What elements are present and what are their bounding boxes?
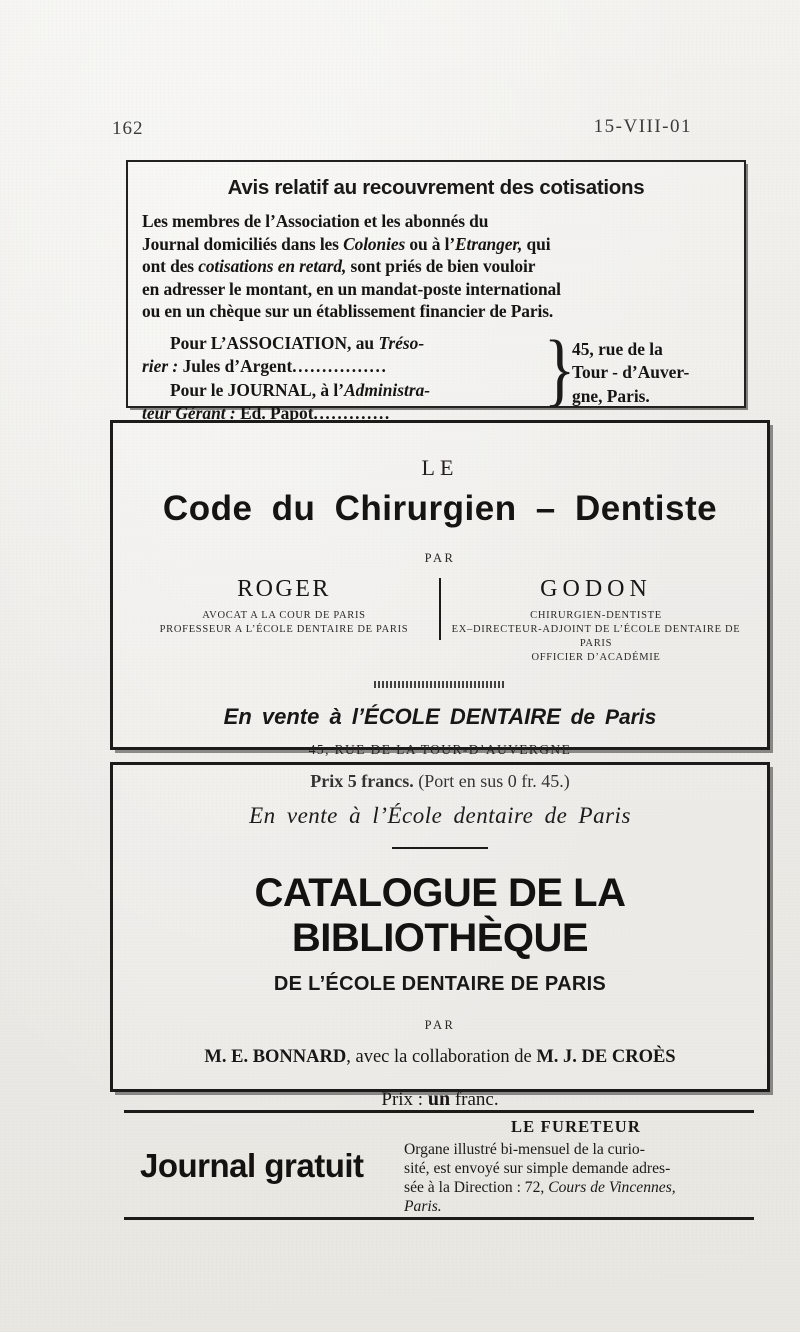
code-price-rest: (Port en sus 0 fr. 45.) bbox=[413, 771, 570, 791]
catalogue-advertisement bbox=[110, 762, 770, 1110]
avis-l2b: ou à l’ bbox=[405, 233, 456, 254]
page-folio-number: 162 bbox=[112, 118, 144, 139]
fureteur-body-l3-italic: Cours de Vincennes, bbox=[548, 1178, 676, 1196]
avis-l5: ou en un chèque sur un établissement financier de Paris. bbox=[142, 301, 554, 321]
code-book-title: Code du Chirurgien – Dentiste bbox=[162, 489, 718, 528]
pour-association-tresorier: Tréso- bbox=[378, 332, 425, 353]
ornament-divider-icon bbox=[374, 681, 506, 688]
code-author-left-sub-l2: PROFESSEUR A L’ÉCOLE DENTAIRE DE PARIS bbox=[159, 624, 409, 635]
code-author-right-sub-l1: CHIRURGIEN-DENTISTE bbox=[530, 610, 662, 621]
catalogue-script-line: En vente à l’École dentaire de Paris bbox=[249, 803, 631, 828]
fureteur-body-l3a: sée à la Direction : 72, bbox=[404, 1178, 549, 1196]
code-author-right-sub bbox=[445, 609, 747, 665]
code-book-advertisement bbox=[110, 420, 770, 791]
avis-l2-colonies: Colonies bbox=[343, 233, 406, 254]
fureteur-body-l1: Organe illustré bi-mensuel de la curio- bbox=[404, 1140, 645, 1158]
pour-association-label: Pour L’ASSOCIATION, au bbox=[170, 332, 379, 353]
issue-date: 15-VIII-01 bbox=[593, 116, 692, 137]
catalogue-price-b: un bbox=[427, 1088, 451, 1110]
fureteur-title: LE FURETEUR bbox=[510, 1116, 642, 1136]
catalogue-subtitle: DE L’ÉCOLE DENTAIRE DE PARIS bbox=[273, 973, 607, 995]
catalogue-title: CATALOGUE DE LA BIBLIOTHÈQUE bbox=[254, 871, 626, 960]
curly-brace-icon: } bbox=[543, 322, 576, 414]
catalogue-author-b: , avec la collaboration de bbox=[346, 1047, 537, 1067]
avis-payment-block bbox=[142, 322, 730, 424]
code-author-left-name: ROGER bbox=[237, 576, 331, 602]
code-address-line: 45, RUE DE LA TOUR-D’AUVERGNE bbox=[308, 742, 572, 757]
code-en-vente-c: de Paris bbox=[560, 706, 657, 729]
code-en-vente-b: l’ÉCOLE DENTAIRE bbox=[351, 704, 561, 729]
code-author-right-sub-l3: OFFICIER D’ACADÉMIE bbox=[531, 652, 661, 663]
code-par-label: PAR bbox=[424, 551, 456, 565]
avis-address-l1: 45, rue de la bbox=[572, 338, 663, 359]
avis-title: Avis relatif au recouvrement des cotisations bbox=[227, 176, 645, 199]
fureteur-body-l2: sité, est envoyé sur simple demande adres- bbox=[404, 1159, 671, 1177]
pour-journal-administra: Administra- bbox=[344, 379, 431, 400]
avis-l1a: Les membres de l’ bbox=[142, 211, 276, 231]
code-author-right bbox=[441, 576, 751, 665]
fureteur-body bbox=[404, 1140, 748, 1216]
fureteur-advertisement bbox=[124, 1110, 754, 1220]
catalogue-author-c: M. J. DE CROÈS bbox=[536, 1047, 676, 1067]
avis-l2c: qui bbox=[522, 233, 551, 254]
avis-l2-etranger: Etranger, bbox=[455, 233, 523, 254]
avis-payment-lines bbox=[142, 332, 542, 426]
avis-address-l2: Tour - d’Auver- bbox=[572, 362, 690, 382]
pour-journal-gerant: teur Gérant : bbox=[142, 403, 236, 423]
avis-notice-box bbox=[126, 160, 746, 423]
catalogue-short-rule bbox=[392, 847, 488, 849]
pour-journal-name: Ed. Papot bbox=[235, 403, 314, 423]
pour-association-dots: ................ bbox=[292, 356, 388, 376]
catalogue-price bbox=[129, 1088, 751, 1111]
avis-l1c: ociation et les abonnés du bbox=[301, 211, 489, 231]
avis-address-l3: gne, Paris. bbox=[572, 385, 650, 406]
code-en-vente-a: En vente à bbox=[223, 704, 352, 729]
avis-l3a: ont des bbox=[142, 256, 199, 276]
pour-journal-label: Pour le JOURNAL, à l’ bbox=[170, 379, 345, 400]
pour-journal-dots: ............. bbox=[313, 403, 391, 423]
code-author-left bbox=[129, 576, 439, 637]
code-le-word: LE bbox=[421, 455, 459, 480]
code-author-right-name: GODON bbox=[540, 576, 652, 602]
catalogue-price-a: Prix : bbox=[381, 1089, 428, 1110]
code-author-left-sub bbox=[133, 609, 435, 637]
pour-association-name: Jules d’Argent bbox=[178, 356, 293, 376]
code-price-bold: Prix 5 francs. bbox=[310, 771, 414, 791]
catalogue-authors bbox=[129, 1047, 751, 1068]
code-authors-row bbox=[129, 576, 751, 665]
avis-l2a: Journal domiciliés dans les bbox=[142, 233, 344, 254]
code-en-vente-line bbox=[129, 704, 751, 730]
catalogue-author-a: M. E. BONNARD bbox=[204, 1047, 347, 1067]
journal-gratuit-heading: Journal gratuit bbox=[140, 1147, 364, 1184]
avis-paragraph bbox=[142, 210, 730, 323]
avis-address bbox=[572, 338, 752, 409]
catalogue-price-c: franc. bbox=[450, 1089, 499, 1110]
fureteur-body-l4: Paris. bbox=[404, 1197, 442, 1215]
code-author-right-sub-l2: EX–DIRECTEUR-ADJOINT DE L’ÉCOLE DENTAIRE DE PARIS bbox=[451, 624, 741, 649]
catalogue-par-label: PAR bbox=[424, 1018, 456, 1032]
avis-l4: en adresser le montant, en un mandat-poste international bbox=[142, 278, 561, 299]
avis-l1b: Ass bbox=[275, 211, 302, 231]
pour-association-rier: rier : bbox=[142, 356, 179, 376]
avis-l3-cotisations: cotisations en retard, bbox=[198, 256, 347, 276]
fureteur-text-block bbox=[400, 1117, 748, 1216]
avis-l3b: sont priés de bien vouloir bbox=[346, 256, 536, 276]
code-author-left-sub-l1: AVOCAT A LA COUR DE PARIS bbox=[202, 610, 366, 621]
